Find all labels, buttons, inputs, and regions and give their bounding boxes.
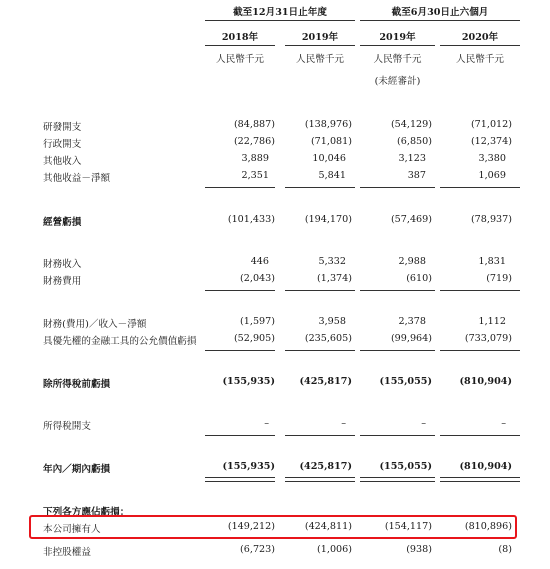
- cell: (810,904): [459, 376, 512, 387]
- header-unit: 人民幣千元: [373, 54, 422, 65]
- cell: (6,850): [397, 136, 432, 147]
- row-label: 財務(費用)／收入－淨額: [43, 319, 147, 330]
- col-rule: [440, 45, 520, 46]
- col-rule: [285, 45, 355, 46]
- sum-rule: [205, 435, 275, 436]
- row-label: 年內／期內虧損: [43, 464, 111, 475]
- cell: (425,817): [299, 461, 352, 472]
- highlight-box: [29, 515, 517, 539]
- cell: (101,433): [227, 214, 275, 225]
- cell: 5,841: [318, 170, 346, 181]
- cell: (71,081): [310, 136, 352, 147]
- cell: (54,129): [390, 119, 432, 130]
- header-unaudited: (未經審計): [374, 76, 421, 87]
- row-label: 財務費用: [43, 276, 82, 287]
- header-rule-year: [205, 20, 355, 21]
- cell: (2,043): [240, 273, 275, 284]
- cell: (154,117): [384, 521, 432, 532]
- cell: 3,889: [241, 153, 269, 164]
- cell: 3,380: [478, 153, 506, 164]
- header-year-2019-six: 2019年: [379, 32, 416, 43]
- total-double-rule: [360, 477, 435, 482]
- cell: (22,786): [233, 136, 275, 147]
- row-label: 除所得稅前虧損: [43, 379, 111, 390]
- header-year-2020: 2020年: [461, 32, 499, 43]
- cell: (155,055): [379, 461, 432, 472]
- cell: (235,605): [304, 333, 352, 344]
- cell: (57,469): [390, 214, 432, 225]
- cell: 3,123: [398, 153, 426, 164]
- header-rule-six-month: [360, 20, 520, 21]
- header-year-2018: 2018年: [221, 32, 259, 43]
- sum-rule: [205, 350, 275, 351]
- row-label: 行政開支: [43, 139, 82, 150]
- sum-rule: [285, 350, 355, 351]
- cell: –: [264, 418, 269, 429]
- cell: (12,374): [470, 136, 512, 147]
- cell: (155,935): [222, 461, 275, 472]
- cell: (1,374): [317, 273, 352, 284]
- cell: (71,012): [470, 119, 512, 130]
- cell: (6,723): [240, 544, 275, 555]
- header-period-year: 截至12月31日止年度: [233, 7, 327, 18]
- cell: (1,597): [240, 316, 275, 327]
- header-unit: 人民幣千元: [456, 54, 504, 65]
- sum-rule: [205, 290, 275, 291]
- row-label: 所得稅開支: [43, 421, 91, 432]
- cell: (425,817): [299, 376, 352, 387]
- header-unit: 人民幣千元: [216, 54, 264, 65]
- sum-rule: [360, 435, 435, 436]
- cell: 5,332: [318, 256, 346, 267]
- sum-rule: [360, 187, 435, 188]
- total-double-rule: [285, 477, 355, 482]
- cell: 387: [407, 170, 426, 181]
- sum-rule: [360, 290, 435, 291]
- cell: 2,378: [398, 316, 426, 327]
- sum-rule: [440, 187, 520, 188]
- cell: (424,811): [304, 521, 352, 532]
- sum-rule: [285, 435, 355, 436]
- total-double-rule: [440, 477, 520, 482]
- cell: 2,351: [241, 170, 269, 181]
- cell: (84,887): [233, 119, 275, 130]
- cell: (610): [406, 273, 432, 284]
- section-heading: 下列各方應佔虧損：: [43, 507, 130, 518]
- cell: (78,937): [470, 214, 512, 225]
- cell: (1,006): [317, 544, 352, 555]
- cell: (155,935): [222, 376, 275, 387]
- cell: (719): [486, 273, 512, 284]
- cell: (138,976): [304, 119, 352, 130]
- row-label: 其他收入: [43, 156, 82, 167]
- cell: (938): [406, 544, 432, 555]
- row-label: 其他收益－淨額: [43, 173, 111, 184]
- cell: (149,212): [227, 521, 275, 532]
- row-label: 具優先權的金融工具的公允價值虧損: [43, 336, 197, 347]
- sum-rule: [360, 350, 435, 351]
- cell: –: [421, 418, 426, 429]
- sum-rule: [440, 435, 520, 436]
- cell: 10,046: [312, 153, 346, 164]
- col-rule: [205, 45, 275, 46]
- row-label: 非控股權益: [43, 547, 91, 558]
- sum-rule: [440, 290, 520, 291]
- cell: (99,964): [390, 333, 432, 344]
- header-period-six-month: 截至6月30日止六個月: [391, 7, 489, 18]
- cell: 3,958: [318, 316, 346, 327]
- row-label: 經營虧損: [43, 217, 82, 228]
- cell: –: [501, 418, 506, 429]
- cell: (810,896): [464, 521, 512, 532]
- cell: 1,069: [478, 170, 506, 181]
- total-double-rule: [205, 477, 275, 482]
- sum-rule: [285, 187, 355, 188]
- cell: 2,988: [398, 256, 426, 267]
- cell: 1,112: [478, 316, 506, 327]
- cell: (194,170): [304, 214, 352, 225]
- row-label: 本公司擁有人: [43, 524, 101, 535]
- sum-rule: [285, 290, 355, 291]
- sum-rule: [205, 187, 275, 188]
- row-label: 財務收入: [43, 259, 82, 270]
- cell: 446: [250, 256, 269, 267]
- cell: (810,904): [459, 461, 512, 472]
- cell: (52,905): [233, 333, 275, 344]
- col-rule: [360, 45, 435, 46]
- header-unit: 人民幣千元: [296, 54, 344, 65]
- row-label: 研發開支: [43, 122, 82, 133]
- cell: (155,055): [379, 376, 432, 387]
- cell: (733,079): [464, 333, 512, 344]
- cell: 1,831: [478, 256, 506, 267]
- sum-rule: [440, 350, 520, 351]
- cell: (8): [498, 544, 512, 555]
- header-year-2019: 2019年: [301, 32, 339, 43]
- cell: –: [341, 418, 346, 429]
